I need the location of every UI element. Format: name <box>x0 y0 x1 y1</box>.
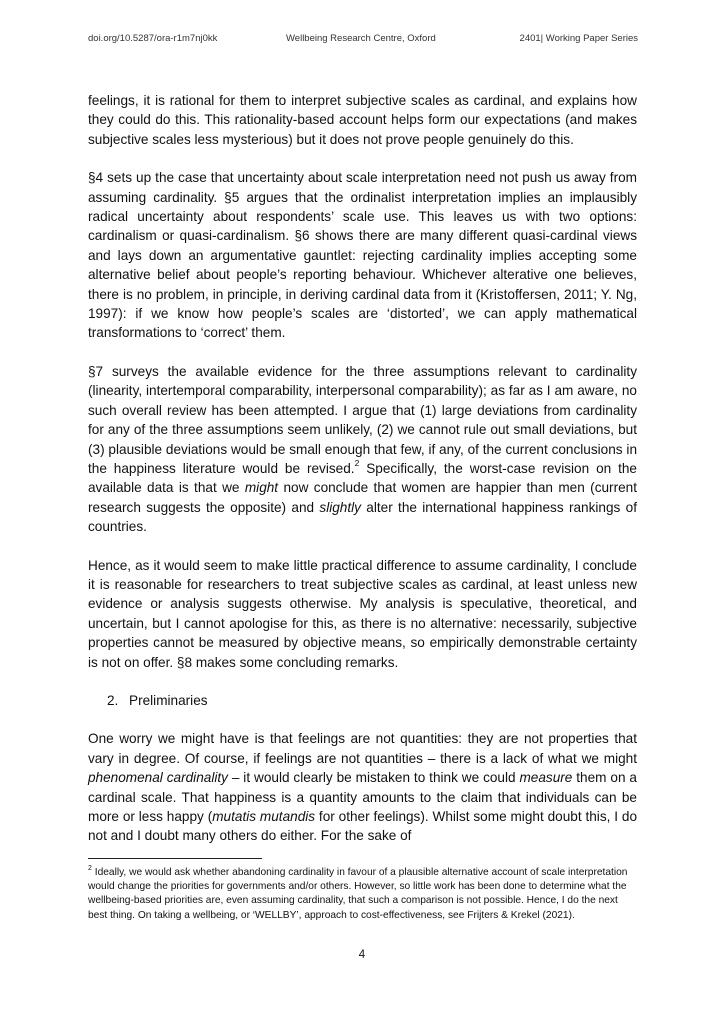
footnote-divider <box>88 858 262 859</box>
footnote <box>88 866 637 923</box>
running-header <box>88 33 638 47</box>
section-title: Preliminaries <box>129 692 208 708</box>
paragraph-3-part-a: §7 surveys the available evidence for the three assumptions relevant to cardinality (linearity, intertemporal comparability, interpersonal comparability); as far as I am aware, no such overall review has been attempted. I argue that (1) large deviations from cardinality for any of the three assumptions seem unlikely, (2) we cannot rule out small deviations, but (3) plausible deviations would be small enough that few, if any, of the current conclusions in the happiness literature would be revised. <box>88 363 637 476</box>
emphasis-phenomenal-cardinality: phenomenal cardinality <box>88 770 228 786</box>
paragraph-5-part-d: for other feelings). Whilst some might doubt this, I do not and I doubt many others do either. For the sake of <box>88 809 638 844</box>
paragraph-1: feelings, it is rational for them to interpret subjective scales as cardinal, and explains how they could do this. This rationality-based account helps form our expectations (and makes subjective scales less mysterious) but it does not prove people genuinely do this. <box>88 93 637 147</box>
paragraph-5 <box>88 729 637 845</box>
paragraph-2: §4 sets up the case that uncertainty about scale interpretation need not push us away from assuming cardinality. §5 argues that the ordinalist interpretation implies an implausibly radical uncertainty about respondents’ scale use. This leaves us with two options: cardinalism or quasi-cardinalism. §6 shows there are many different quasi-cardinal views and lays down an argumentative gauntlet: rejecting cardinality implies accepting some alternative belief about people’s reporting behaviour. Whichever alterative one believes, there is no problem, in principle, in deriving cardinal data from it (Kristoffersen, 2011; Y. Ng, 1997): if we know how people’s scales are ‘distorted’, we can apply mathematical transformations to ‘correct’ them. <box>88 170 637 341</box>
emphasis-slightly: slightly <box>319 499 361 515</box>
paragraph-5-part-a: One worry we might have is that feelings are not quantities: they are not properties that vary in degree. Of course, if feelings are not quantities – there is a lack of what we might <box>88 731 637 766</box>
paragraph-3-part-b: Specifically, the worst-case revision on the available data is that we <box>88 460 637 496</box>
footnote-reference: 2 <box>354 458 360 469</box>
body-text <box>88 91 637 846</box>
header-series: 2401| Working Paper Series <box>519 33 638 44</box>
section-heading <box>88 691 637 710</box>
header-doi: doi.org/10.5287/ora-r1m7nj0kk <box>88 33 218 44</box>
paragraph-5-part-c: them on a cardinal scale. That happiness is a quantity amounts to the claim that individuals can be more or less happy ( <box>88 770 637 824</box>
footnote-marker: 2 <box>88 864 92 872</box>
paragraph-3 <box>88 362 637 537</box>
paragraph-5-part-b: – it would clearly be mistaken to think we could <box>227 770 520 786</box>
paragraph-3-part-d: alter the international happiness rankings of countries. <box>88 499 637 535</box>
emphasis-mutatis-mutandis: mutatis mutandis <box>212 809 316 824</box>
emphasis-measure: measure <box>519 770 573 786</box>
paragraph-3-part-c: now conclude that women are happier than men (current research suggests the opposite) and <box>88 480 637 515</box>
paragraph-4: Hence, as it would seem to make little practical difference to assume cardinality, I conclude it is reasonable for researchers to treat subjective scales as cardinal, at least unless new evidence or analysis suggests otherwise. My analysis is speculative, theoretical, and uncertain, but I cannot apologise for this, as there is no alternative: necessarily, subjective properties cannot be measured by objective means, so empirically demonstrable certainty is not on offer. §8 makes some concluding remarks. <box>88 557 637 670</box>
section-number: 2. <box>107 692 119 708</box>
page-number: 4 <box>358 949 366 961</box>
footnote-text: Ideally, we would ask whether abandoning cardinality in favour of a plausible alternative account of scale interpretation would change the priorities for governments and/or others. However, so little work has been done to determine what the wellbeing-based priorities are, even assuming cardinality, that such a comparison is not possible. Hence, I do the next best thing. On taking a wellbeing, or ‘WELLBY’, approach to cost-effectiveness, see Frijters & Krekel (2021). <box>88 867 628 921</box>
header-centre: Wellbeing Research Centre, Oxford <box>286 33 436 44</box>
emphasis-might: might <box>244 480 279 496</box>
